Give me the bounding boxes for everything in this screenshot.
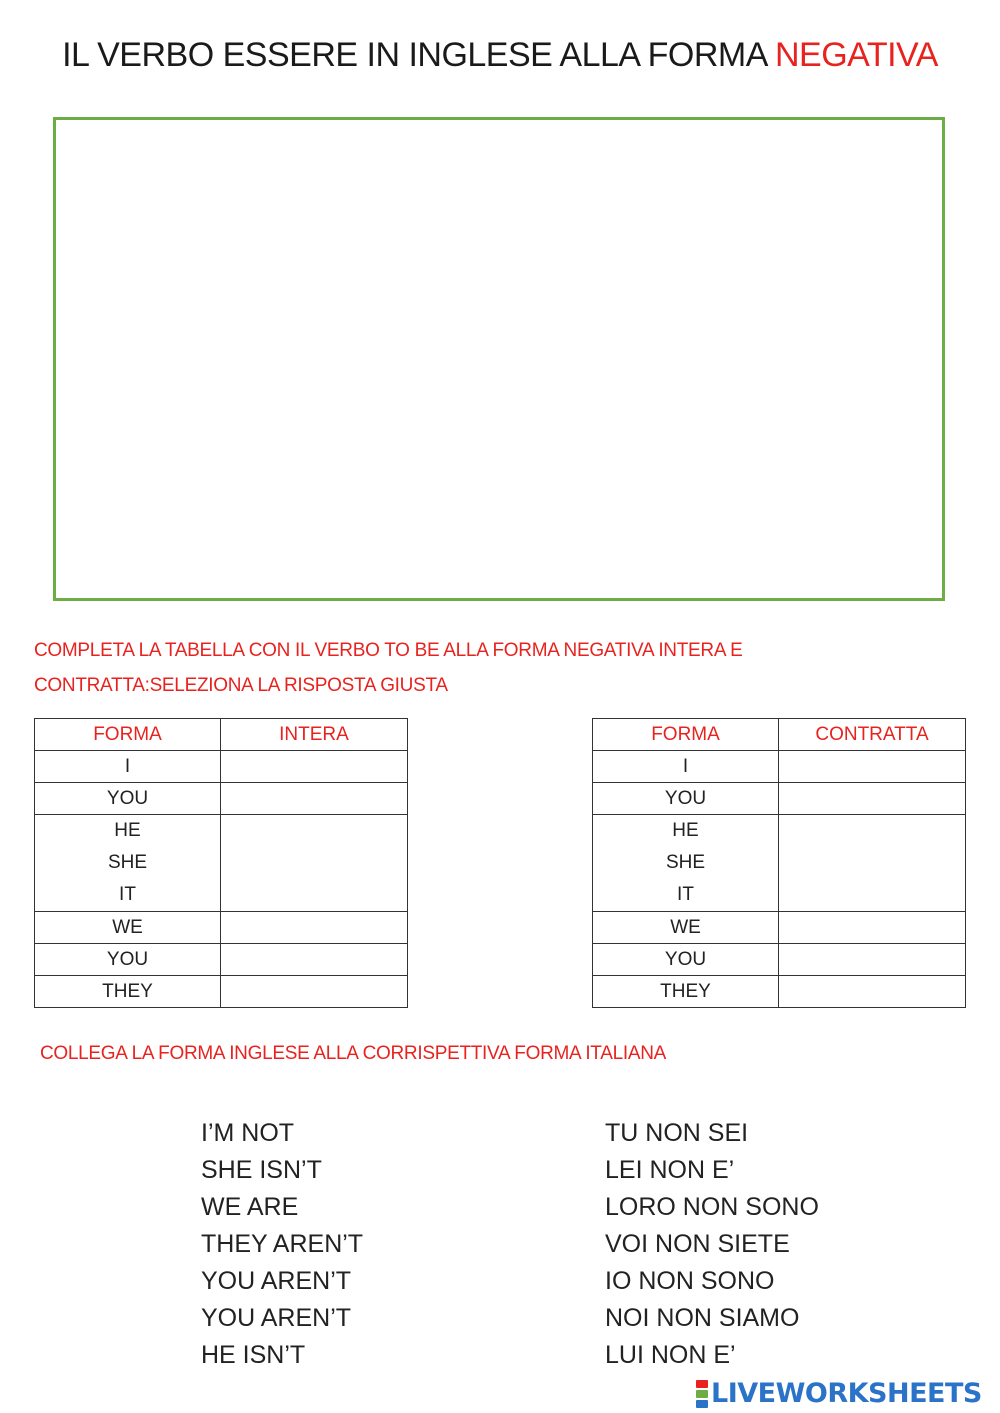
match-item-italian[interactable]: LUI NON E’ (605, 1341, 736, 1369)
liveworksheets-logo (696, 1378, 982, 1409)
match-item-english[interactable]: YOU AREN’T (201, 1304, 352, 1332)
pronoun-cell: WE (593, 912, 779, 944)
match-item-english[interactable]: I’M NOT (201, 1119, 295, 1147)
answer-dropdown-short-i[interactable] (779, 751, 966, 783)
match-item-english[interactable]: WE ARE (201, 1193, 299, 1221)
match-item-italian[interactable]: LEI NON E’ (605, 1156, 735, 1184)
pronoun-he: HE (672, 820, 699, 841)
header-forma: FORMA (35, 719, 221, 751)
answer-dropdown-full-they[interactable] (221, 976, 408, 1008)
image-placeholder-box (53, 117, 945, 601)
answer-dropdown-short-they[interactable] (779, 976, 966, 1008)
page-title (0, 36, 1000, 75)
pronoun-she: SHE (665, 852, 706, 873)
answer-dropdown-short-he-she-it[interactable] (779, 815, 966, 912)
pronoun-she: SHE (107, 852, 148, 873)
answer-dropdown-full-we[interactable] (221, 912, 408, 944)
match-item-english[interactable]: YOU AREN’T (201, 1267, 352, 1295)
pronoun-cell-group (35, 815, 221, 912)
logo-bar (696, 1380, 708, 1388)
pronoun-cell-group (593, 815, 779, 912)
answer-dropdown-short-you-plural[interactable] (779, 944, 966, 976)
italian-forms-column (605, 1115, 819, 1374)
pronoun-cell: I (35, 751, 221, 783)
answer-dropdown-short-you[interactable] (779, 783, 966, 815)
header-forma: FORMA (593, 719, 779, 751)
pronoun-cell: YOU (593, 944, 779, 976)
match-item-english[interactable]: SHE ISN’T (201, 1156, 322, 1184)
match-item-english[interactable]: THEY AREN’T (201, 1230, 364, 1258)
answer-dropdown-short-we[interactable] (779, 912, 966, 944)
pronoun-he: HE (114, 820, 141, 841)
pronoun-it: IT (119, 884, 136, 905)
match-item-italian[interactable]: NOI NON SIAMO (605, 1304, 800, 1332)
table-instruction-line2: CONTRATTA:SELEZIONA LA RISPOSTA GIUSTA (34, 675, 448, 696)
pronoun-cell: THEY (35, 976, 221, 1008)
pronoun-it: IT (677, 884, 694, 905)
pronoun-cell: YOU (593, 783, 779, 815)
answer-dropdown-full-you[interactable] (221, 783, 408, 815)
pronoun-cell: YOU (35, 944, 221, 976)
english-forms-column (201, 1115, 363, 1374)
match-item-italian[interactable]: IO NON SONO (605, 1267, 775, 1295)
full-form-table (34, 718, 408, 1008)
answer-dropdown-full-he-she-it[interactable] (221, 815, 408, 912)
match-instruction: COLLEGA LA FORMA INGLESE ALLA CORRISPETTIVA FORMA ITALIANA (40, 1043, 666, 1064)
logo-bar (696, 1390, 708, 1398)
header-contratta: CONTRATTA (779, 719, 966, 751)
pronoun-cell: WE (35, 912, 221, 944)
answer-dropdown-full-i[interactable] (221, 751, 408, 783)
match-item-italian[interactable]: TU NON SEI (605, 1119, 749, 1147)
match-item-italian[interactable]: LORO NON SONO (605, 1193, 819, 1221)
match-item-english[interactable]: HE ISN’T (201, 1341, 306, 1369)
logo-mark-icon (696, 1379, 708, 1409)
answer-dropdown-full-you-plural[interactable] (221, 944, 408, 976)
short-form-table (592, 718, 966, 1008)
title-main: IL VERBO ESSERE IN INGLESE ALLA FORMA (62, 36, 767, 74)
logo-bar (696, 1400, 708, 1408)
pronoun-cell: THEY (593, 976, 779, 1008)
pronoun-cell: I (593, 751, 779, 783)
header-intera: INTERA (221, 719, 408, 751)
table-instruction-line1: COMPLETA LA TABELLA CON IL VERBO TO BE ALLA FORMA NEGATIVA INTERA E (34, 640, 743, 661)
match-item-italian[interactable]: VOI NON SIETE (605, 1230, 790, 1258)
pronoun-cell: YOU (35, 783, 221, 815)
logo-text: LIVEWORKSHEETS (711, 1378, 982, 1409)
title-highlight: NEGATIVA (775, 36, 938, 74)
